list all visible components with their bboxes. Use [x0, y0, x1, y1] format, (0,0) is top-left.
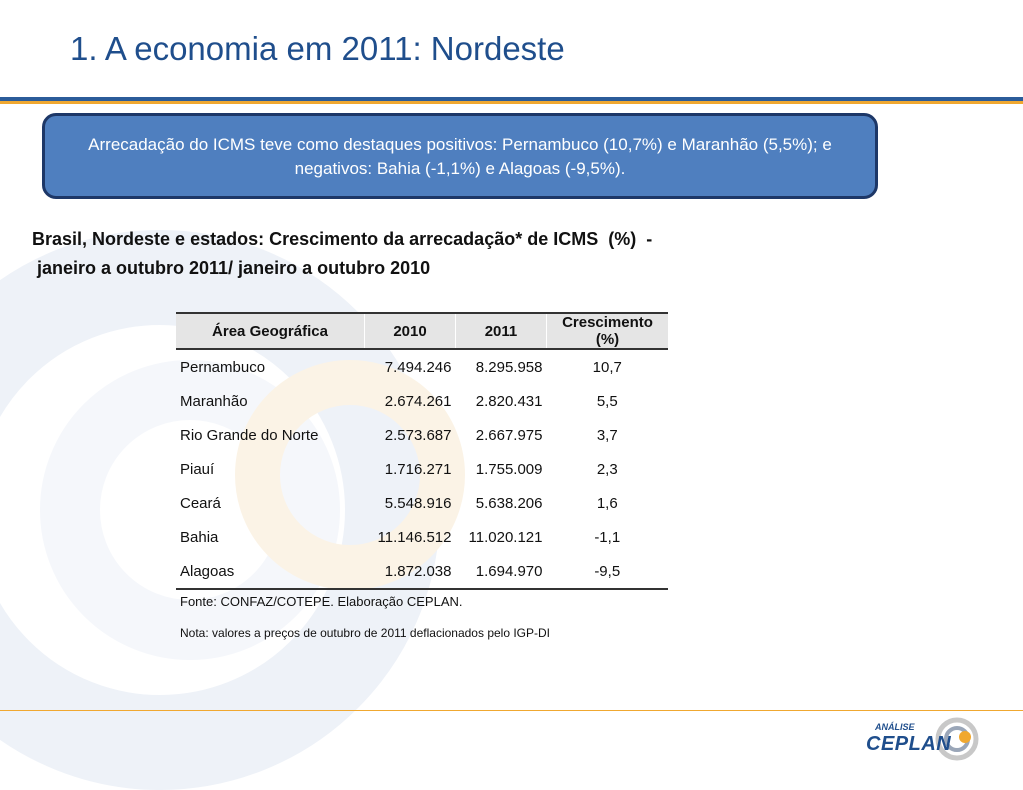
table-heading-line-1: Brasil, Nordeste e estados: Crescimento da arrecadação* de ICMS (%) - [32, 229, 653, 249]
footer-divider [0, 710, 1023, 711]
cell-2010: 11.146.512 [377, 528, 452, 546]
cell-growth: 5,5 [596, 392, 618, 410]
cell-2011: 8.295.958 [475, 358, 543, 376]
cell-growth: 10,7 [592, 358, 622, 376]
table-row [176, 418, 668, 452]
table-row [176, 520, 668, 554]
cell-2010: 7.494.246 [384, 358, 452, 376]
cell-growth: 3,7 [596, 426, 618, 444]
cell-2011: 2.667.975 [475, 426, 543, 444]
cell-2011: 1.755.009 [475, 460, 543, 478]
icms-table-container [176, 312, 668, 590]
table-source: Fonte: CONFAZ/COTEPE. Elaboração CEPLAN. [180, 594, 463, 609]
cell-2010: 2.674.261 [384, 392, 452, 410]
icms-growth-table [176, 312, 668, 590]
cell-2010: 1.716.271 [384, 460, 452, 478]
cell-2010: 1.872.038 [365, 554, 456, 589]
table-row [176, 384, 668, 418]
table-row [176, 452, 668, 486]
cell-growth: -1,1 [594, 528, 621, 546]
table-heading [32, 225, 862, 283]
table-header-row [176, 313, 668, 349]
cell-area: Alagoas [176, 554, 365, 589]
cell-area: Rio Grande do Norte [180, 426, 319, 444]
table-row [176, 554, 668, 589]
cell-area: Maranhão [180, 392, 248, 410]
logo-name: CEPLAN [866, 733, 952, 755]
table-note: Nota: valores a preços de outubro de 2011 deflacionados pelo IGP-DI [180, 626, 551, 640]
cell-2011: 2.820.431 [475, 392, 543, 410]
cell-area: Pernambuco [180, 358, 266, 376]
table-row [176, 486, 668, 520]
cell-2011: 5.638.206 [475, 494, 543, 512]
highlight-callout [42, 113, 878, 199]
cell-growth: -9,5 [547, 554, 669, 589]
cell-area: Ceará [180, 494, 221, 512]
slide-title: 1. A economia em 2011: Nordeste [70, 30, 565, 67]
table-heading-line-2: janeiro a outubro 2011/ janeiro a outubro 2010 [32, 258, 431, 278]
cell-area: Bahia [180, 528, 219, 546]
cell-2011: 1.694.970 [456, 554, 547, 589]
table-row [176, 349, 668, 384]
logo-subtitle: ANÁLISE [875, 722, 915, 732]
cell-2010: 5.548.916 [384, 494, 452, 512]
header-area: Área Geográfica [176, 313, 365, 349]
header-2010: 2010 [365, 313, 456, 349]
cell-2010: 2.573.687 [384, 426, 452, 444]
callout-text: Arrecadação do ICMS teve como destaques positivos: Pernambuco (10,7%) e Maranhão (5,5%); e negativos: Bahia (-1,1%) e Alagoas (-9,5%). [88, 135, 832, 178]
cell-growth: 1,6 [596, 494, 618, 512]
cell-growth: 2,3 [596, 460, 618, 478]
header-growth: Crescimento (%) [547, 313, 669, 349]
cell-2011: 11.020.121 [468, 528, 543, 546]
title-divider-orange [0, 101, 1023, 104]
cell-area: Piauí [180, 460, 215, 478]
header-2011: 2011 [456, 313, 547, 349]
